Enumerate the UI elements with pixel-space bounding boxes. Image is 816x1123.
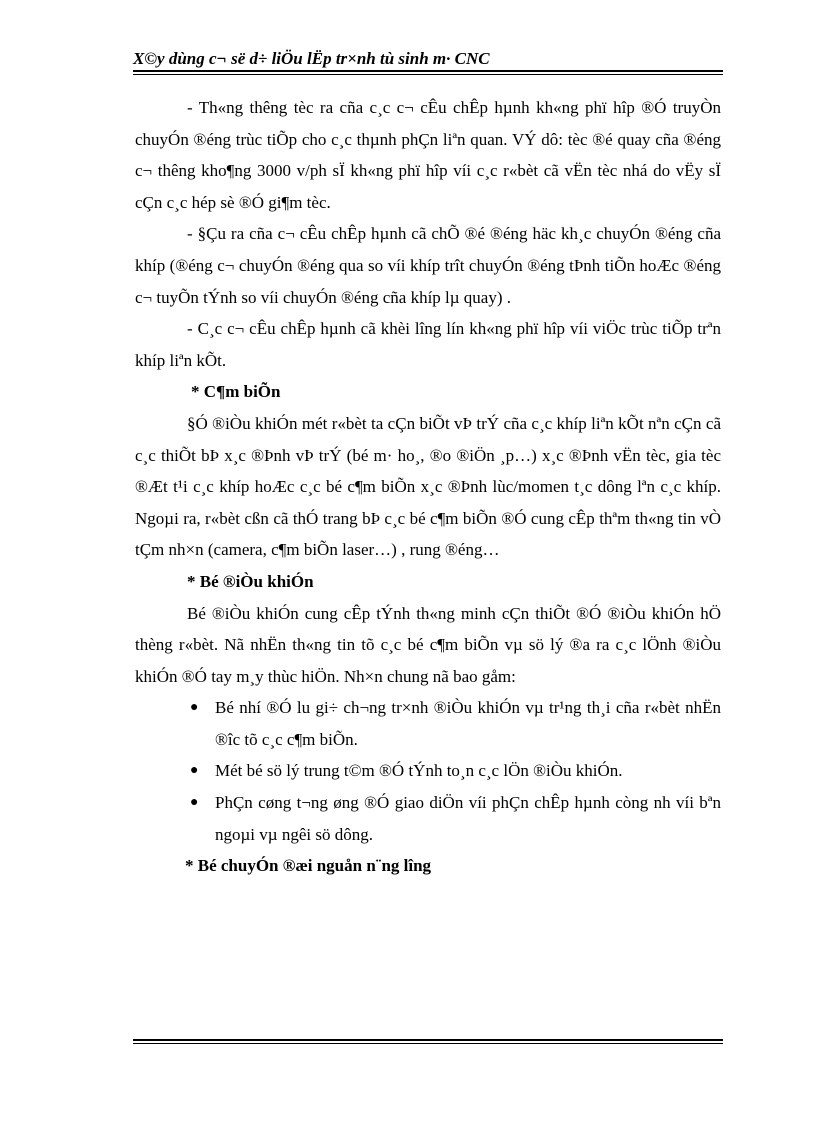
controller-components-list	[135, 692, 721, 850]
header-rule-bottom	[133, 74, 723, 75]
list-item	[135, 787, 721, 850]
paragraph-output-mismatch: - Th«ng thêng tèc ra cña c¸c c¬ cÊu chÊp hµnh kh«ng phï hîp ®Ó truyÒn chuyÓn ®éng trùc tiÕp cho c¸c thµnh phÇn liªn quan. VÝ dô: tèc ®é quay cña ®éng c¬ thêng kho¶ng 3000 v/ph sÏ kh«ng phï hîp víi c¸c r«bèt cã vËn tèc nhá do vËy sÏ cÇn c¸c hép sè ®Ó gi¶m tèc.	[135, 98, 721, 212]
list-item	[135, 692, 721, 755]
heading-power-converter: * Bé chuyÓn ®æi nguån n¨ng lîng	[185, 856, 432, 876]
list-item	[135, 755, 721, 787]
running-header: X©y dùng c¬ së d÷ liÖu lËp tr×nh tù sinh m· CNC	[133, 49, 490, 68]
footer-rule-top	[133, 1039, 723, 1041]
paragraph-actuator-mass: - C¸c c¬ cÊu chÊp hµnh cã khèi lîng lín kh«ng phï hîp víi viÖc trùc tiÕp trªn khíp liªn kÕt.	[135, 319, 721, 370]
heading-controller: * Bé ®iÒu khiÓn	[187, 571, 314, 591]
list-item-text: Bé nhí ®Ó lu gi÷ ch¬ng tr×nh ®iÒu khiÓn vµ tr¹ng th¸i cña r«bèt nhËn ®îc tõ c¸c c¶m biÕn.	[215, 698, 721, 749]
document-body	[135, 92, 721, 882]
paragraph-kinematics: - §Çu ra cña c¬ cÊu chÊp hµnh cã chÕ ®é ®éng häc kh¸c chuyÓn ®éng cña khíp (®éng c¬ chuyÓn ®éng qua so víi khíp trît chuyÓn ®éng tÞnh tiÕn hoÆc ®éng c¬ tuyÕn tÝnh so víi chuyÓn ®éng cña khíp lµ quay) .	[135, 224, 721, 307]
list-item-text: PhÇn cøng t¬ng øng ®Ó giao diÖn víi phÇn chÊp hµnh còng nh víi bªn ngoµi vµ ngêi sö dông.	[215, 793, 721, 844]
bullet-icon: ●	[190, 795, 199, 811]
heading-sensors: * C¶m biÕn	[191, 382, 281, 402]
bullet-icon: ●	[190, 700, 199, 716]
list-item-text: Mét bé sö lý trung t©m ®Ó tÝnh to¸n c¸c lÖn ®iÒu khiÓn.	[215, 761, 623, 781]
paragraph-sensors: §Ó ®iÒu khiÓn mét r«bèt ta cÇn biÕt vÞ trÝ cña c¸c khíp liªn kÕt nªn cÇn cã c¸c thiÕt bÞ x¸c ®Þnh vÞ trÝ (bé m· ho¸, ®o ®iÖn ¸p…) x¸c ®Þnh vËn tèc, gia tèc ®Æt t¹i c¸c khíp hoÆc c¸c bé c¶m biÕn x¸c ®Þnh lùc/momen t¸c dông lªn c¸c khíp. Ngoµi ra, r«bèt cßn cã thÓ trang bÞ c¸c bé c¶m biÕn ®Ó cung cÊp thªm th«ng tin vÒ tÇm nh×n (camera, c¶m biÕn laser…) , rung ®éng…	[135, 413, 721, 560]
footer-rule-bottom	[133, 1043, 723, 1044]
bullet-icon: ●	[190, 763, 199, 779]
paragraph-controller: Bé ®iÒu khiÓn cung cÊp tÝnh th«ng minh cÇn thiÕt ®Ó ®iÒu khiÓn hÖ thèng r«bèt. Nã nhËn th«ng tin tõ c¸c bé c¶m biÕn vµ sö lý ®a ra c¸c lÖnh ®iÒu khiÓn ®Ó tay m¸y thùc hiÖn. Nh×n chung nã bao gåm:	[135, 603, 721, 686]
header-rule-top	[133, 70, 723, 72]
